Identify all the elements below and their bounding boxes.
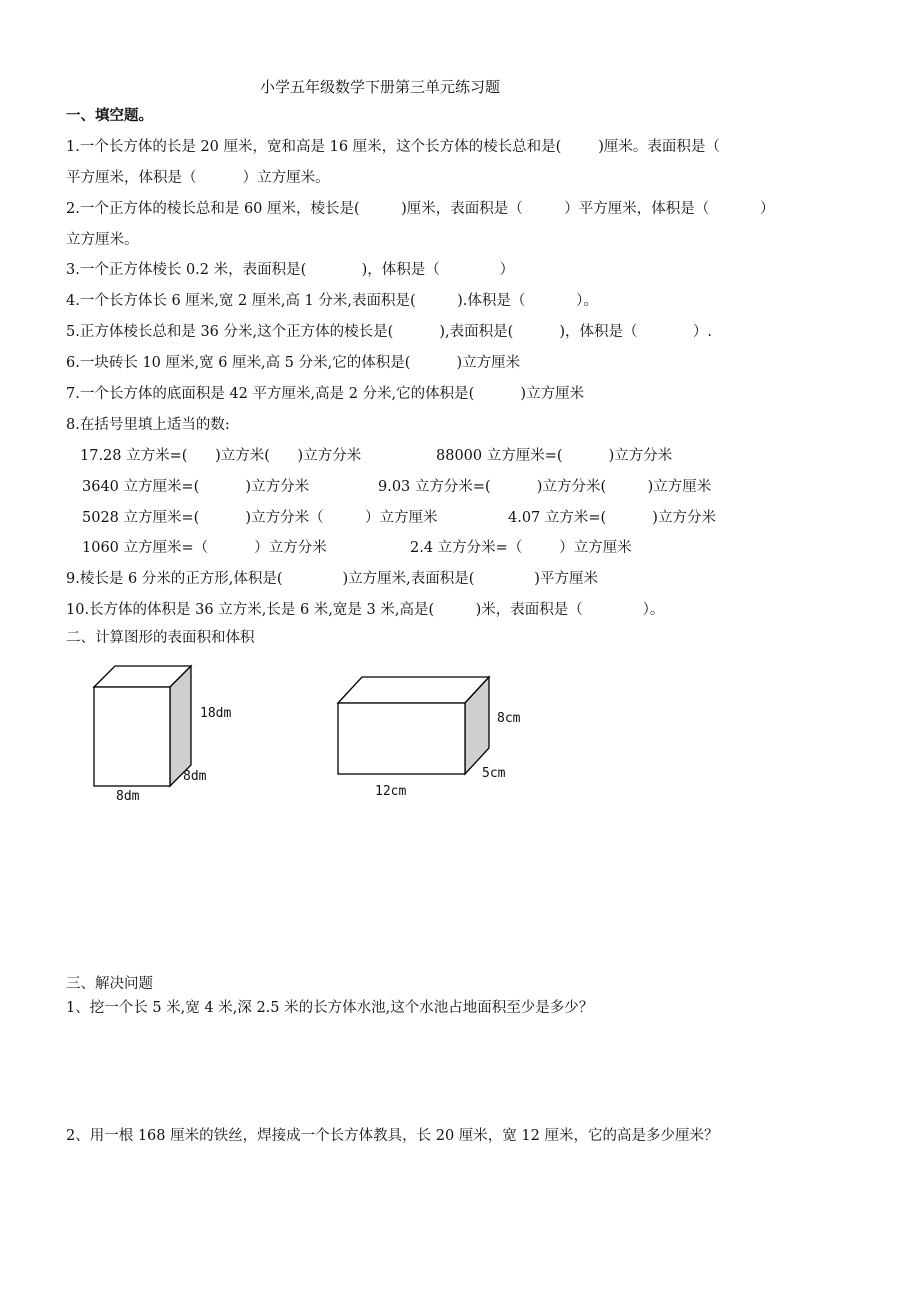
cuboid-1-side-face — [170, 666, 191, 786]
conversion-4a: 1060 立方厘米=（ ）立方分米 — [82, 540, 327, 556]
conversion-4b: 2.4 立方分米=（ ）立方厘米 — [410, 540, 632, 556]
cuboid-1-width-label: 8dm — [116, 789, 140, 804]
section-heading-fill: 一、填空题。 — [66, 107, 153, 124]
question-1-line-1: 1.一个长方体的长是 20 厘米，宽和高是 16 厘米，这个长方体的棱长总和是( )厘米。表面积是（ — [66, 139, 771, 155]
section-heading-solve: 三、解决问题 — [66, 976, 153, 992]
conversion-2a: 3640 立方厘米=( )立方分米 — [82, 479, 310, 495]
cuboid-2-top-face — [338, 677, 489, 703]
conversion-3b: 4.07 立方米=( )立方分米 — [508, 510, 716, 526]
cuboid-2-depth-label: 5cm — [482, 766, 506, 781]
conversion-1a: 17.28 立方米=( )立方米( )立方分米 — [80, 448, 362, 464]
cuboid-1-depth-label: 8dm — [183, 769, 207, 784]
conversion-1b: 88000 立方厘米=( )立方分米 — [436, 448, 673, 464]
problem-2: 2、用一根 168 厘米的铁丝，焊接成一个长方体教具，长 20 厘米，宽 12 厘米，它的高是多少厘米？ — [66, 1128, 719, 1144]
cuboid-1-front-face — [94, 687, 170, 786]
question-10: 10.长方体的体积是 36 立方米,长是 6 米,宽是 3 米,高是( )米，表面积是（ ）。 — [66, 602, 665, 618]
cuboid-figure-2 — [332, 668, 502, 783]
question-2-line-2: 立方厘米。 — [66, 232, 139, 248]
question-6: 6.一块砖长 10 厘米,宽 6 厘米,高 5 分米,它的体积是( )立方厘米 — [66, 355, 521, 371]
question-9: 9.棱长是 6 分米的正方形,体积是( )立方厘米,表面积是( )平方厘米 — [66, 571, 598, 587]
problem-1: 1、挖一个长 5 米,宽 4 米,深 2.5 米的长方体水池,这个水池占地面积至少是多少？ — [66, 1000, 594, 1016]
question-2-line-1: 2.一个正方体的棱长总和是 60 厘米，棱长是( )厘米，表面积是（ ）平方厘米，体积是（ ） — [66, 201, 775, 217]
question-8: 8.在括号里填上适当的数: — [66, 417, 230, 433]
cuboid-figure-1 — [86, 660, 246, 810]
page-title: 小学五年级数学下册第三单元练习题 — [260, 78, 501, 96]
cuboid-2-height-label: 8cm — [497, 711, 521, 726]
question-1-line-2: 平方厘米，体积是（ ）立方厘米。 — [66, 170, 330, 186]
section-heading-compute: 二、计算图形的表面积和体积 — [66, 630, 255, 646]
cuboid-1-height-label: 18dm — [200, 706, 232, 721]
conversion-3a: 5028 立方厘米=( )立方分米（ ）立方厘米 — [82, 510, 438, 526]
question-4: 4.一个长方体长 6 厘米,宽 2 厘米,高 1 分米,表面积是( ).体积是（ ）。 — [66, 293, 598, 309]
question-7: 7.一个长方体的底面积是 42 平方厘米,高是 2 分米,它的体积是( )立方厘米 — [66, 386, 585, 402]
cuboid-2-front-face — [338, 703, 465, 774]
cuboid-2-width-label: 12cm — [375, 784, 407, 799]
question-3: 3.一个正方体棱长 0.2 米，表面积是( )，体积是（ ） — [66, 262, 515, 278]
question-5: 5.正方体棱长总和是 36 分米,这个正方体的棱长是( ),表面积是( )，体积是（ ）. — [66, 324, 712, 340]
conversion-2b: 9.03 立方分米=( )立方分米( )立方厘米 — [378, 479, 712, 495]
